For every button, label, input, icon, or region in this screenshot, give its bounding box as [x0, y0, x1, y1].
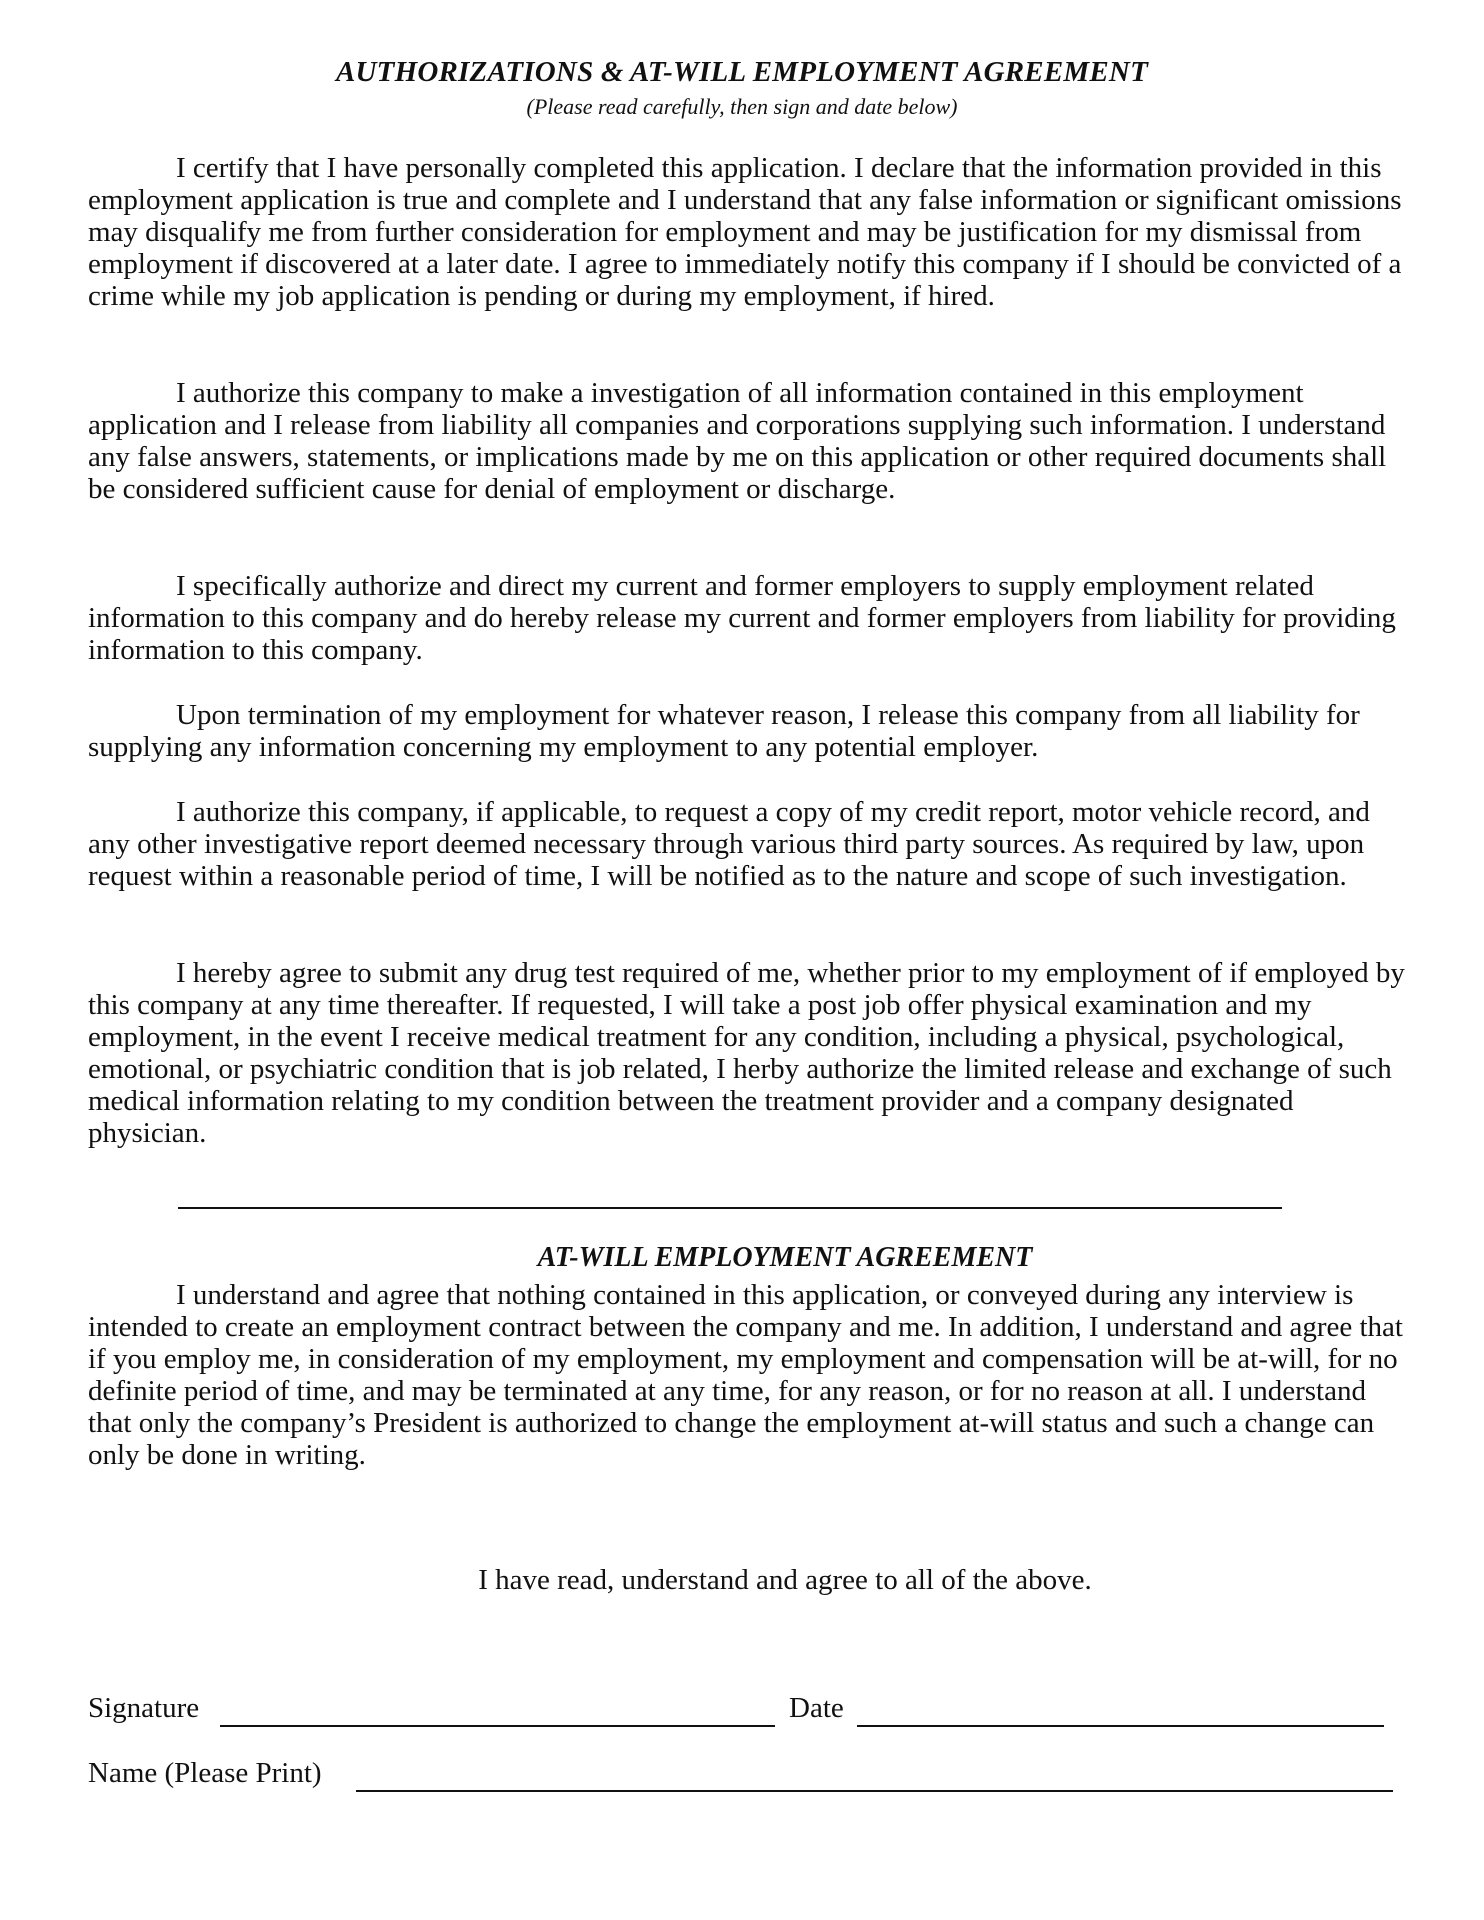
name-field[interactable] — [356, 1790, 1393, 1792]
date-field[interactable] — [857, 1725, 1384, 1727]
drug-test-paragraph: I hereby agree to submit any drug test required of me, whether prior to my employment of if employed by this company at any time thereafter. If requested, I will take a post job offer physical examination and my employment, in the event I receive medical treatment for any condition, including a physical, psychological, emotional, or psychiatric condition that is job related, I herby authorize the limited release and exchange of such medical information relating to my condition between the treatment provider and a company designated physician. — [88, 957, 1405, 1149]
at-will-heading: AT-WILL EMPLOYMENT AGREEMENT — [537, 1242, 1033, 1273]
document-subtitle: (Please read carefully, then sign and date below) — [526, 94, 958, 119]
termination-paragraph: Upon termination of my employment for whatever reason, I release this company from all liability for supplying any information concerning my employment to any potential employer. — [88, 699, 1360, 763]
document-title: AUTHORIZATIONS & AT-WILL EMPLOYMENT AGREEMENT — [336, 56, 1148, 88]
agreement-statement: I have read, understand and agree to all of the above. — [478, 1564, 1092, 1596]
name-label: Name (Please Print) — [88, 1757, 322, 1789]
credit-report-paragraph: I authorize this company, if applicable, to request a copy of my credit report, motor vehicle record, and any other investigative report deemed necessary through various third party sources. As required by law, upon request within a reasonable period of time, I will be notified as to the nature and scope of such investigation. — [88, 796, 1370, 892]
at-will-paragraph: I understand and agree that nothing contained in this application, or conveyed during any interview is intended to create an employment contract between the company and me. In addition, I understand and agree that if you employ me, in consideration of my employment, my employment and compensation will be at-will, for no definite period of time, and may be terminated at any time, for any reason, or for no reason at all. I understand that only the company’s President is authorized to change the employment at-will status and such a change can only be done in writing. — [88, 1279, 1403, 1471]
signature-field[interactable] — [220, 1725, 775, 1727]
date-label: Date — [789, 1692, 844, 1724]
employer-release-paragraph: I specifically authorize and direct my current and former employers to supply employment related information to this company and do hereby release my current and former employers from liability for providing information to this company. — [88, 570, 1396, 666]
section-divider — [178, 1207, 1282, 1209]
signature-label: Signature — [88, 1692, 200, 1724]
investigation-paragraph: I authorize this company to make a investigation of all information contained in this employment application and I release from liability all companies and corporations supplying such information. I understand any false answers, statements, or implications made by me on this application or other required documents shall be considered sufficient cause for denial of employment or discharge. — [88, 377, 1387, 505]
certification-paragraph: I certify that I have personally completed this application. I declare that the information provided in this employment application is true and complete and I understand that any false information or significant omissions may disqualify me from further consideration for employment and may be justification for my dismissal from employment if discovered at a later date. I agree to immediately notify this company if I should be convicted of a crime while my job application is pending or during my employment, if hired. — [88, 152, 1402, 312]
